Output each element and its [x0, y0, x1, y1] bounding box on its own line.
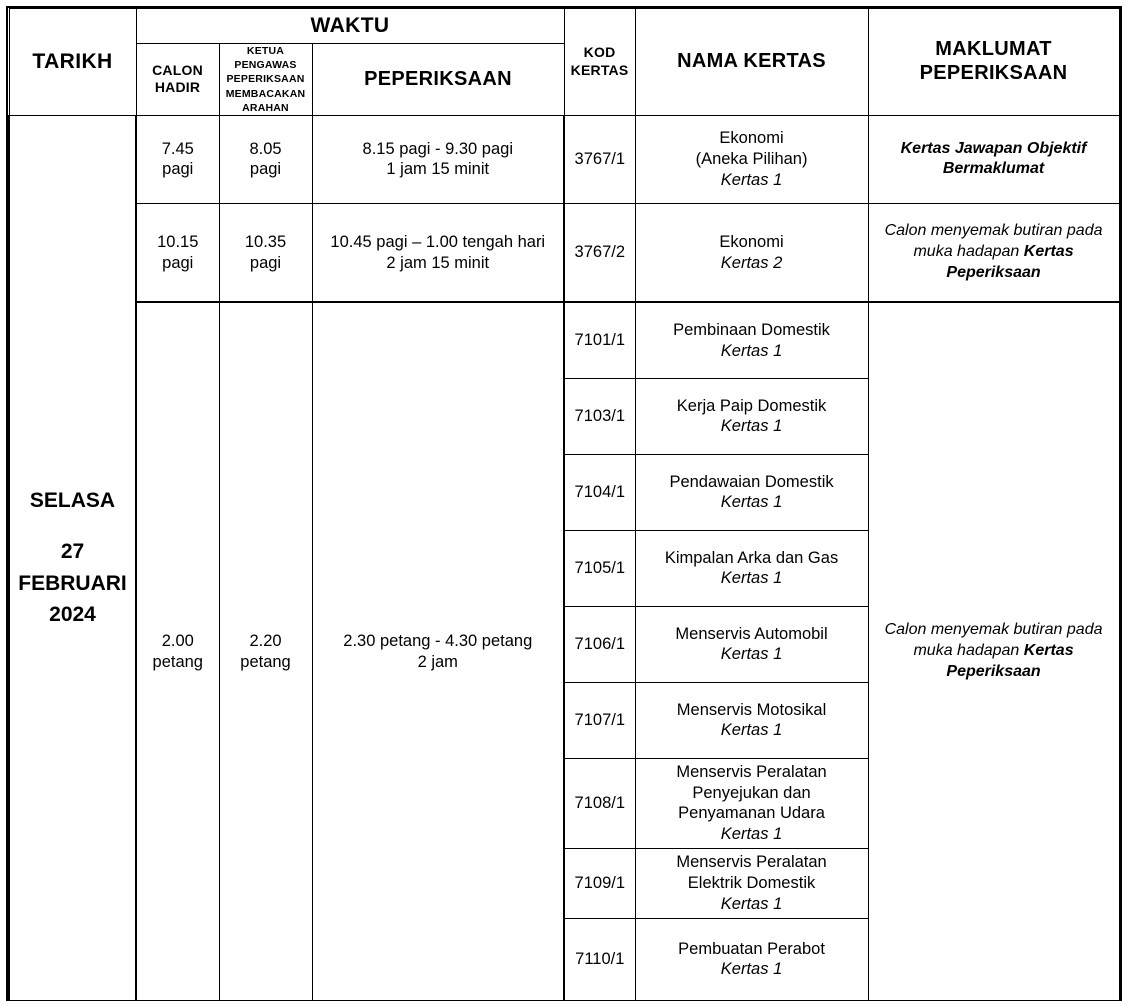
peperiksaan-time-range: 8.15 pagi - 9.30 pagi: [362, 139, 513, 158]
paper-name-line1: Pembinaan Domestik: [673, 320, 830, 339]
paper-name-line1: Kerja Paip Domestik: [676, 396, 827, 415]
paper-kertas: Kertas 1: [720, 341, 783, 360]
paper-name: [635, 302, 868, 378]
date-cell: [9, 115, 136, 1000]
paper-kertas: Kertas 2: [720, 253, 783, 272]
maklumat-peperiksaan: [868, 203, 1119, 302]
ketua-time-line1: 2.20: [249, 631, 282, 650]
paper-code: 7106/1: [564, 606, 635, 682]
table-row: [9, 115, 1119, 203]
table-row: [9, 203, 1119, 302]
ketua-time-line2: pagi: [249, 253, 282, 272]
ketua-pengawas-time: [219, 203, 312, 302]
header-maklumat-peperiksaan: [868, 9, 1119, 116]
paper-name-line1: Ekonomi: [719, 129, 784, 148]
date-spacer: [10, 516, 135, 536]
peperiksaan-time: [312, 302, 564, 1000]
header-tarikh: TARIKH: [9, 9, 136, 116]
header-maklumat-line1: MAKLUMAT: [935, 38, 1052, 61]
paper-code: 3767/2: [564, 203, 635, 302]
calon-hadir-time-line2: pagi: [162, 160, 194, 179]
header-ketua-line2: PENGAWAS: [234, 59, 297, 72]
paper-name: [635, 203, 868, 302]
header-kod-kertas: [564, 9, 635, 116]
paper-name-line2: Penyejukan dan: [692, 783, 811, 802]
table-row: [9, 302, 1119, 378]
peperiksaan-duration: 1 jam 15 minit: [386, 160, 490, 179]
paper-code: 7105/1: [564, 530, 635, 606]
ketua-time-line1: 10.35: [244, 232, 287, 251]
header-waktu: WAKTU: [136, 9, 564, 44]
paper-name-line1: Menservis Peralatan: [676, 853, 827, 872]
header-kod-kertas-line1: KOD: [583, 44, 616, 61]
paper-name-line1: Ekonomi: [719, 232, 784, 251]
calon-hadir-time: [136, 203, 219, 302]
ketua-pengawas-time: [219, 115, 312, 203]
peperiksaan-time: [312, 115, 564, 203]
date-day-name: SELASA: [29, 488, 116, 512]
calon-hadir-time-line1: 7.45: [161, 139, 194, 158]
paper-kertas: Kertas 1: [720, 170, 783, 189]
header-ketua-line3: PEPERIKSAAN: [226, 73, 305, 86]
paper-name: [635, 918, 868, 1000]
calon-hadir-time: [136, 115, 219, 203]
paper-name: [635, 758, 868, 848]
header-row-1: [9, 9, 1119, 44]
paper-kertas: Kertas 1: [720, 569, 783, 588]
date-day-number: 27: [60, 540, 85, 564]
calon-hadir-time-line1: 10.15: [157, 232, 199, 251]
ketua-time-line1: 8.05: [249, 139, 282, 158]
paper-code: 7103/1: [564, 378, 635, 454]
paper-name-line1: Menservis Automobil: [675, 624, 828, 643]
paper-code: 7110/1: [564, 918, 635, 1000]
paper-code: 3767/1: [564, 115, 635, 203]
exam-timetable-table: [8, 8, 1120, 1001]
maklumat-peperiksaan: [868, 115, 1119, 203]
paper-code: 7108/1: [564, 758, 635, 848]
paper-name-line2: Elektrik Domestik: [687, 874, 816, 893]
maklumat-line1: Kertas Jawapan Objektif: [900, 139, 1087, 157]
maklumat-peperiksaan: [868, 302, 1119, 1000]
paper-code: 7107/1: [564, 682, 635, 758]
header-ketua-line4: MEMBACAKAN: [225, 87, 306, 100]
paper-kertas: Kertas 1: [720, 645, 783, 664]
paper-code: 7109/1: [564, 848, 635, 918]
table-header: [9, 9, 1119, 116]
paper-kertas: Kertas 1: [720, 894, 783, 913]
header-kod-kertas-line2: KERTAS: [570, 61, 629, 78]
peperiksaan-time-range: 10.45 pagi – 1.00 tengah hari: [330, 232, 546, 251]
peperiksaan-duration: 2 jam 15 minit: [386, 253, 490, 272]
calon-hadir-time-line2: pagi: [162, 253, 194, 272]
peperiksaan-time-range: 2.30 petang - 4.30 petang: [343, 631, 533, 650]
paper-name: [635, 454, 868, 530]
ketua-time-line2: pagi: [249, 160, 282, 179]
maklumat-text: Calon menyemak butiran pada muka hadapan: [884, 222, 1103, 261]
calon-hadir-time: [136, 302, 219, 1000]
peperiksaan-duration: 2 jam: [417, 652, 458, 671]
paper-kertas: Kertas 1: [720, 960, 783, 979]
paper-name-line1: Menservis Peralatan: [676, 763, 827, 782]
header-nama-kertas: NAMA KERTAS: [635, 9, 868, 116]
paper-kertas: Kertas 1: [720, 493, 783, 512]
maklumat-text: Calon menyemak butiran pada muka hadapan: [884, 621, 1103, 660]
paper-kertas: Kertas 1: [720, 417, 783, 436]
paper-name: [635, 848, 868, 918]
paper-kertas: Kertas 1: [720, 824, 783, 843]
paper-code: 7101/1: [564, 302, 635, 378]
paper-name-line3: Penyamanan Udara: [678, 804, 825, 823]
peperiksaan-time: [312, 203, 564, 302]
maklumat-emphasis: Kertas Peperiksaan: [946, 642, 1074, 680]
date-year: 2024: [49, 603, 96, 627]
paper-name-line2: (Aneka Pilihan): [695, 150, 808, 169]
calon-hadir-time-line1: 2.00: [161, 631, 194, 650]
header-ketua-line1: KETUA: [246, 45, 285, 57]
table-body: [9, 115, 1119, 1000]
paper-code: 7104/1: [564, 454, 635, 530]
paper-name-line1: Kimpalan Arka dan Gas: [664, 548, 839, 567]
header-calon-hadir-line1: CALON: [152, 61, 203, 78]
header-peperiksaan: PEPERIKSAAN: [312, 44, 564, 116]
header-calon-hadir-line2: HADIR: [154, 79, 201, 96]
paper-name-line1: Pendawaian Domestik: [669, 472, 834, 491]
paper-name: [635, 606, 868, 682]
header-calon-hadir: [136, 44, 219, 116]
header-maklumat-line2: PEPERIKSAAN: [919, 61, 1068, 84]
paper-name: [635, 115, 868, 203]
header-ketua-pengawas: [219, 44, 312, 116]
paper-kertas: Kertas 1: [720, 721, 783, 740]
ketua-time-line2: petang: [240, 652, 291, 671]
paper-name: [635, 682, 868, 758]
paper-name: [635, 530, 868, 606]
maklumat-emphasis: Kertas Peperiksaan: [946, 243, 1074, 281]
date-month: FEBRUARI: [18, 571, 127, 595]
maklumat-line2: Bermaklumat: [942, 160, 1045, 178]
paper-name-line1: Menservis Motosikal: [676, 700, 827, 719]
paper-name: [635, 378, 868, 454]
header-ketua-line5: ARAHAN: [242, 101, 289, 114]
paper-name-line1: Pembuatan Perabot: [678, 939, 825, 958]
ketua-pengawas-time: [219, 302, 312, 1000]
calon-hadir-time-line2: petang: [152, 652, 203, 671]
